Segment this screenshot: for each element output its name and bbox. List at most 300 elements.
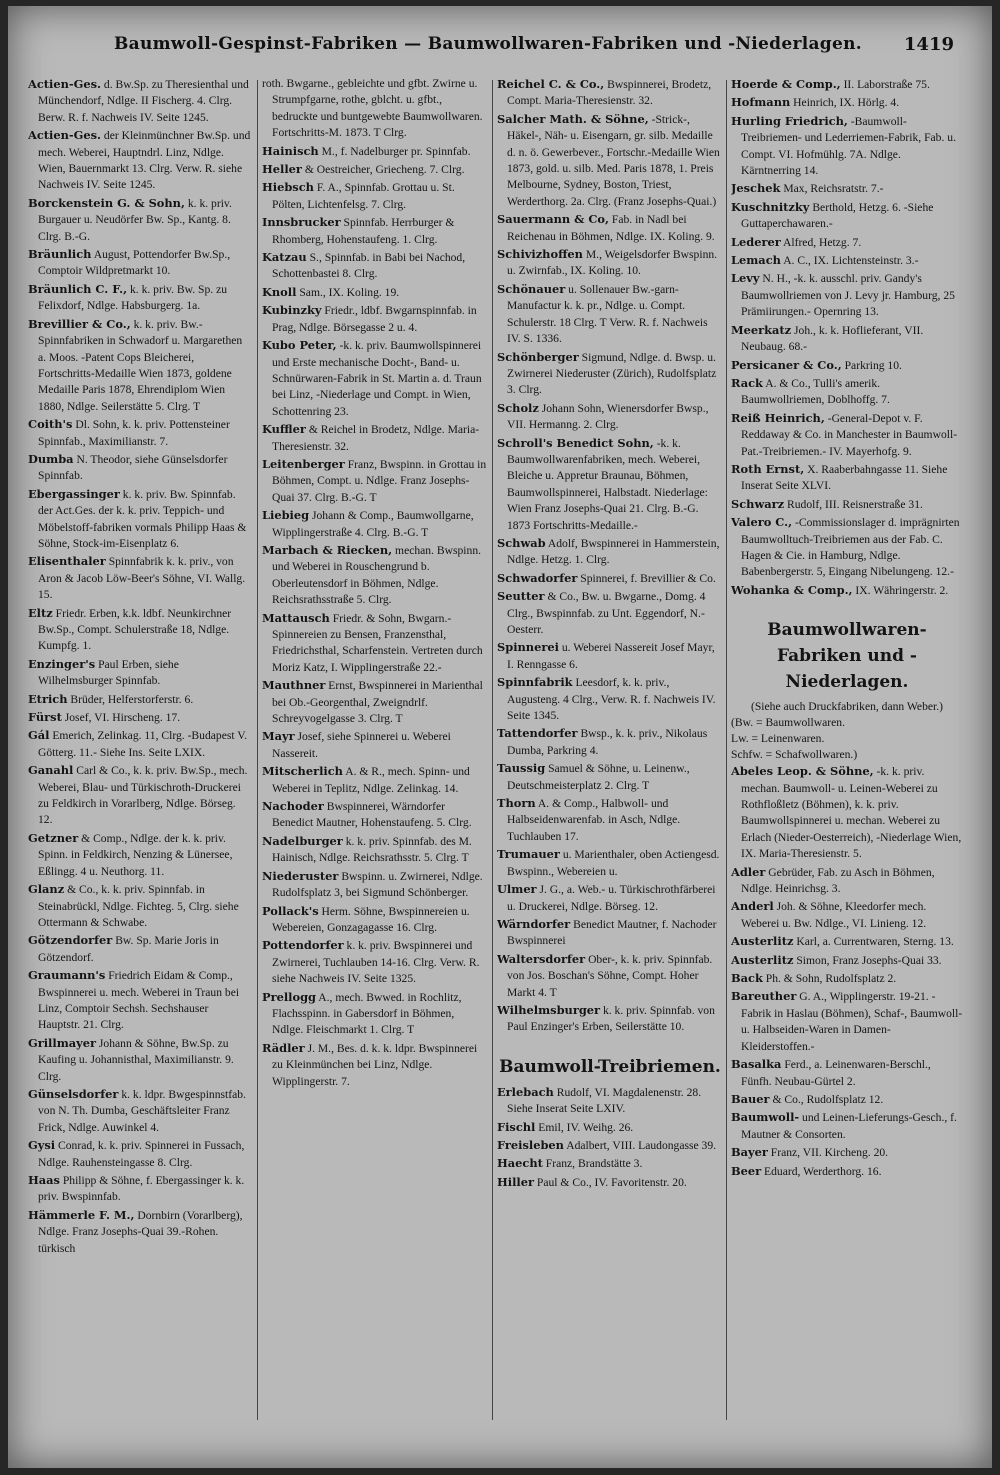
entry-text: Heinrich, IX. Hörlg. 4. — [793, 96, 900, 110]
entry-text: Friedr., ldbf. Bwgarnspinnfab. in Prag, Ndlge. Börsegasse 2 u. 4. — [272, 304, 477, 334]
directory-entry — [28, 316, 253, 415]
entry-name: Wilhelmsburger — [497, 1002, 601, 1017]
entry-text: Ober-, k. k. priv. Spinnfab. von Jos. Boschan's Söhne, Compt. Hoher Markt 4. T — [507, 952, 713, 999]
entry-name: Seutter — [497, 589, 545, 604]
entry-name: Mauthner — [262, 678, 326, 693]
section-heading: Baumwoll-Treibriemen. — [499, 1056, 721, 1077]
entry-text: Herm. Söhne, Bwspinnereien u. Webereien, Gonzagagasse 16. Clrg. — [272, 904, 470, 934]
entry-name: Beer — [731, 1163, 762, 1178]
directory-entry — [262, 833, 488, 867]
entry-text: Adolf, Bwspinnerei in Hammerstein, Ndlge. Hetzg. 1. Clrg. — [507, 536, 720, 567]
column-divider — [492, 80, 493, 1420]
directory-entry — [28, 416, 253, 450]
entry-text: Bwspinn. u. Zwirnerei, Ndlge. Rudolfsplatz 3, bei Sigmund Schönberger. — [272, 869, 483, 900]
entry-name: Heller — [262, 162, 302, 177]
entry-name: Leitenberger — [262, 456, 345, 471]
entry-name: Freisleben — [497, 1137, 564, 1152]
entry-text: Paul Erben, siehe Wilhelmsburger Spinnfab. — [38, 657, 179, 688]
entry-text: Paul & Co., IV. Favoritenstr. 20. — [536, 1175, 687, 1189]
directory-entry — [262, 507, 488, 541]
directory-entry — [262, 161, 488, 178]
entry-name: Hurling Friedrich, — [731, 113, 848, 128]
directory-entry — [731, 322, 963, 356]
directory-entry — [262, 610, 488, 677]
entry-name: Enzinger's — [28, 656, 96, 671]
entry-text: Leesdorf, k. k. priv., Augusteng. 4 Clrg., Verw. R. f. Nachweis IV. Seite 1345. — [507, 676, 716, 723]
directory-entry — [262, 677, 488, 727]
page-number: 1419 — [903, 34, 954, 55]
entry-text: k. k. priv. Bw.-Spinnfabriken in Schwadorf u. Margarethen a. Moos. -Patent Cops Bleicherei, Fortschritts-Medaille Wien 1873, goldene Medaille Paris 1878, Ehrendiplom Wien 1880, Ndlge. Seilerstätte 5. Clrg. T — [38, 317, 243, 413]
entry-name: Marbach & Riecken, — [262, 542, 393, 557]
entry-name: Eltz — [28, 605, 53, 620]
entry-name: Grillmayer — [28, 1035, 97, 1050]
entry-text: Johann & Comp., Baumwollgarne, Wipplingerstraße 4. Clrg. B.-G. T — [272, 509, 474, 539]
directory-entry — [497, 435, 723, 534]
directory-entry — [28, 76, 253, 126]
directory-entry — [731, 180, 963, 197]
directory-entry — [731, 988, 963, 1055]
entry-text: roth. Bwgarne., gebleichte und gfbt. Zwirne u. Strumpfgarne, rothe, gblcht. u. gfbt., bedruckte und buntgewebte Baumwollwaren. Fortschritts-M. 1873. T Clrg. — [262, 77, 483, 140]
entry-name: Sauermann & Co, — [497, 212, 609, 227]
entry-name: Schroll's Benedict Sohn, — [497, 435, 654, 450]
entry-name: Austerlitz — [731, 952, 794, 967]
directory-entry — [28, 656, 253, 690]
entry-text: Josef, siehe Spinnerei u. Weberei Nassereit. — [272, 730, 451, 760]
directory-entry — [731, 94, 963, 111]
entry-text: Friedr. & Sohn, Bwgarn.-Spinnereien zu Bensen, Franzensthal, Friedrichsthal, Scharfenstein. Vertreten durch Moriz Katz, I. Wipplingerstraße 22.- — [272, 611, 483, 674]
entry-text: der Kleinmünchner Bw.Sp. und mech. Weberei, Hauptndrl. Linz, Ndlge. Wien, Bauernmarkt 13. Clrg. Verw. R. siehe Nachweis IV. Seite 1245. — [38, 129, 251, 192]
entry-name: Schwadorfer — [497, 570, 578, 585]
entry-name: Mitscherlich — [262, 764, 343, 779]
directory-entry — [731, 933, 963, 950]
directory-entry — [731, 270, 963, 320]
directory-entry — [262, 1040, 488, 1090]
entry-text: A., mech. Bwwed. in Rochlitz, Flachsspinn. in Gabersdorf in Böhmen, Ndlge. Fleischmarkt 1. Clrg. T — [272, 990, 462, 1037]
directory-entry — [731, 1091, 963, 1108]
directory-entry — [497, 725, 723, 759]
entry-text: Johann & Söhne, Bw.Sp. zu Kaufing u. Johannisthal, Maximilianstr. 9. Clrg. — [38, 1036, 234, 1083]
entry-name: Ulmer — [497, 882, 537, 897]
entry-name: Back — [731, 971, 763, 986]
directory-entry — [262, 337, 488, 420]
column-1 — [28, 76, 253, 1456]
entry-text: Eduard, Werderthorg. 16. — [764, 1164, 882, 1178]
running-title: Baumwoll-Gespinst-Fabriken — Baumwollwaren-Fabriken und -Niederlagen. — [113, 34, 862, 54]
entry-name: Wärndorfer — [497, 916, 571, 931]
entry-name: Pottendorfer — [262, 938, 344, 953]
entry-text: Bwsp., k. k. priv., Nikolaus Dumba, Parkring 4. — [507, 727, 708, 757]
directory-entry — [497, 1084, 723, 1118]
entry-text: u. Weberei Nassereit Josef Mayr, I. Renngasse 6. — [507, 641, 715, 671]
entry-name: Basalka — [731, 1057, 782, 1072]
entry-text: Franz, VII. Kircheng. 20. — [770, 1146, 889, 1160]
entry-name: Gysi — [28, 1138, 56, 1153]
entry-name: Spinnerei — [497, 640, 559, 655]
entry-name: Bräunlich — [28, 247, 92, 262]
entry-text: Franz, Brandstätte 3. — [545, 1157, 643, 1171]
entry-name: Schivizhoffen — [497, 247, 583, 262]
entry-text: und Leinen-Lieferungs-Gesch., f. Mautner & Consorten. — [741, 1111, 957, 1141]
entry-name: Elisenthaler — [28, 554, 106, 569]
entry-name: Austerlitz — [731, 934, 794, 949]
entry-name: Reiß Heinrich, — [731, 410, 825, 425]
abbreviation-line: Schfw. = Schafwollwaren.) — [731, 748, 858, 762]
directory-entry — [731, 898, 963, 932]
entry-text: & Co., Bw. u. Bwgarne., Domg. 4 Clrg., Bwspinnfab. zu Unt. Eggendorf, N.-Oesterr. — [507, 590, 706, 636]
directory-entry — [731, 113, 963, 180]
entry-text: Samuel & Söhne, u. Leinenw., Deutschmeisterplatz 2. Clrg. T — [507, 762, 690, 792]
entry-name: Actien-Ges. — [28, 128, 101, 143]
entry-text: k. k. ldpr. Bwgespinnstfab. von N. Th. Dumba, Geschäftsleiter Franz Frick, Ndlge. Auwinkel 4. — [38, 1087, 246, 1134]
column-divider — [726, 80, 727, 1420]
entry-name: Adler — [731, 864, 766, 879]
directory-entry — [497, 281, 723, 348]
entry-name: Kuffler — [262, 422, 306, 437]
entry-text: Friedr. Erben, k.k. ldbf. Neunkirchner Bw.Sp., Compt. Schulerstraße 18, Ndlge. Kumpfg. 1. — [38, 606, 232, 653]
entry-text: Friedrich Eidam & Comp., Bwspinnerei u. mech. Weberei in Traun bei Linz, Comptoir Sechsh. Sechshauser Hauptstr. 21. Clrg. — [38, 969, 240, 1032]
entry-text: k. k. priv. Spinnfab. des M. Hainisch, Ndlge. Reichsrathsstr. 5. Clrg. T — [272, 834, 472, 865]
entry-text: u. Sollenauer Bw.-garn-Manufactur k. k. pr., Ndlge. u. Compt. Schulerstr. 18 Clrg. T Verw. R. f. Nachweis IV. S. 1336. — [507, 282, 708, 346]
directory-entry — [497, 674, 723, 724]
entry-text: Franz, Bwspinn. in Grottau in Böhmen, Compt. u. Ndlge. Franz Josephs-Quai 37. Clrg. B.-G. T — [272, 457, 487, 504]
entry-name: Etrich — [28, 691, 68, 706]
entry-name: Taussig — [497, 761, 546, 776]
directory-entry — [262, 249, 488, 283]
directory-entry — [28, 1172, 253, 1206]
entry-text: k. k. priv. Bw. Sp. zu Felixdorf, Ndlge. Habsburgerg. 1a. — [38, 282, 228, 313]
directory-entry — [28, 727, 253, 761]
entry-text: Conrad, k. k. priv. Spinnerei in Fussach, Ndlge. Rauhensteingasse 8. Clrg. — [38, 1139, 245, 1169]
entry-text: M., f. Nadelburger pr. Spinnfab. — [321, 144, 471, 158]
entry-text: Berthold, Hetzg. 6. -Siehe Guttaperchawaren.- — [741, 200, 934, 231]
directory-entry — [262, 903, 488, 937]
entry-name: Ebergassinger — [28, 486, 120, 501]
directory-entry — [262, 76, 488, 142]
column-divider — [257, 80, 258, 1420]
entry-text: F. A., Spinnfab. Grottau u. St. Pölten, Lichtenfelsg. 7. Clrg. — [272, 181, 455, 211]
entry-name: Hainisch — [262, 143, 319, 158]
entry-name: Schönberger — [497, 349, 579, 364]
entry-text: -k. k. priv. mechan. Baumwoll- u. Leinen-Weberei zu Rothfloßletz (Böhmen), k. k. priv. Baumwollspinnerei u. mechan. Weberei zu Erlach (Nieder-Oesterreich), -Niederlage Wien, IX. Maria-Theresienstr. 5. — [741, 765, 962, 861]
entry-text: k. k. priv. Bw. Spinnfab. der Act.Ges. der k. k. priv. Teppich- und Möbelstoff-fabriken vormals Philipp Haas & Söhne, Stock-im-Eisenplatz 6. — [38, 487, 247, 550]
directory-entry — [731, 763, 963, 862]
entry-text: N. H., -k. k. ausschl. priv. Gandy's Baumwollriemen von J. Levy jr. Hamburg, 25 Prämiirungen.- Opernring 13. — [741, 272, 955, 319]
directory-entry — [262, 763, 488, 797]
entry-name: Trumauer — [497, 847, 560, 862]
entry-name: Reichel C. & Co., — [497, 77, 605, 91]
entry-name: Rack — [731, 375, 763, 390]
entry-text: Sam., IX. Koling. 19. — [299, 285, 400, 299]
entry-name: Hoerde & Comp., — [731, 77, 841, 91]
directory-entry — [497, 211, 723, 245]
directory-entry — [28, 195, 253, 245]
entry-name: Erlebach — [497, 1084, 554, 1099]
entry-text: & Reichel in Brodetz, Ndlge. Maria-Theresienstr. 32. — [272, 423, 480, 453]
directory-entry — [497, 795, 723, 845]
directory-entry — [28, 1137, 253, 1171]
entry-name: Thorn — [497, 796, 536, 811]
directory-entry — [731, 864, 963, 898]
entry-text: IX. Währingerstr. 2. — [855, 583, 949, 597]
directory-entry — [497, 1174, 723, 1191]
entry-text: Fab. in Nadl bei Reichenau in Böhmen, Ndlge. IX. Koling. 9. — [507, 213, 715, 243]
entry-text: Philipp & Söhne, f. Ebergassinger k. k. priv. Bwspinnfab. — [38, 1174, 245, 1204]
directory-entry — [731, 252, 963, 269]
directory-entry — [497, 1155, 723, 1172]
entry-name: Hiller — [497, 1174, 534, 1189]
entry-text: A. & R., mech. Spinn- und Weberei in Teplitz, Ndlge. Zelinkag. 14. — [272, 765, 470, 795]
entry-text: Alfred, Hetzg. 7. — [782, 235, 862, 249]
directory-entry — [497, 535, 723, 569]
entry-text: Carl & Co., k. k. priv. Bw.Sp., mech. Weberei, Blau- und Türkischroth-Druckerei zu Feldkirch in Vorarlberg, Ndlge. Börseg. 12. — [38, 764, 248, 827]
directory-entry — [731, 582, 963, 599]
directory-entry — [731, 1144, 963, 1161]
entry-name: Waltersdorfer — [497, 951, 586, 966]
entry-text: Dornbirn (Vorarlberg), Ndlge. Franz Josephs-Quai 39.-Rohen. türkisch — [38, 1208, 243, 1255]
entry-text: Ferd., a. Leinenwaren-Berschl., Fünfh. Neubau-Gürtel 2. — [741, 1058, 931, 1088]
directory-entry — [28, 881, 253, 931]
entry-name: Kubinzky — [262, 303, 322, 318]
entry-text: Johann Sohn, Wienersdorfer Bwsp., VII. Hermanng. 2. Clrg. — [507, 401, 709, 432]
entry-text: -Commissionslager d. imprägnirten Baumwolltuch-Treibriemen aus der Fab. C. Hagen & Cie. in Hamburg, Ndlge. Babenbergerstr. 5, Eingang Nibelungeng. 12.- — [741, 516, 960, 579]
abbreviation-line: Lw. = Leinenwaren. — [731, 732, 825, 746]
entry-text: Benedict Mautner, f. Nachoder Bwspinnerei — [507, 917, 717, 948]
entry-text: Ernst, Bwspinnerei in Marienthal bei Ob.-Georgenthal, Zweigndrlf. Schreyvogelgasse 3. Clrg. T — [272, 679, 483, 726]
entry-name: Lemach — [731, 253, 781, 268]
entry-name: Götzendorfer — [28, 933, 113, 948]
directory-entry — [28, 127, 253, 194]
entry-name: Pollack's — [262, 903, 319, 918]
entry-text: A. & Co., Tulli's amerik. Baumwollriemen, Doblhoffg. 7. — [741, 376, 890, 407]
directory-entry — [262, 798, 488, 832]
entry-text: Rudolf, III. Reisnerstraße 31. — [787, 497, 923, 511]
entry-name: Roth Ernst, — [731, 461, 805, 476]
entry-text: Bwspinnerei, Wärndorfer Benedict Mautner, Hohenstaufeng. 5. Clrg. — [272, 800, 472, 830]
directory-entry — [497, 916, 723, 950]
entry-text: -Strick-, Häkel-, Näh- u. Eisengarn, gr. silb. Medaille d. n. ö. Gewerbever., Fortschr.-Medaille Wien 1873, gold. u. silb. Med. Paris 1878, 1. Preis Melbourne, Sydney, Boston, Triest, Werderthorg. 2a. Clrg. (Franz Josephs-Quai.) — [507, 112, 720, 208]
directory-entry — [497, 246, 723, 280]
entry-name: Nadelburger — [262, 833, 343, 848]
entry-text: Brüder, Helferstorferstr. 6. — [70, 692, 194, 706]
directory-entry — [262, 456, 488, 506]
directory-entry — [262, 868, 488, 902]
directory-entry — [28, 1086, 253, 1136]
directory-entry — [262, 989, 488, 1039]
entry-name: Niederuster — [262, 868, 339, 883]
entry-text: Dl. Sohn, k. k. priv. Pottensteiner Spinnfab., Maximilianstr. 7. — [38, 418, 230, 448]
directory-entry — [262, 728, 488, 762]
entry-text: & Comp., Ndlge. der k. k. priv. Spinn. in Feldkirch, Nenzing & Lünersee, Eßlingg. 4 u. Neuthorg. 11. — [38, 831, 233, 878]
directory-entry — [731, 375, 963, 409]
entry-name: Schönauer — [497, 281, 566, 296]
section-note: (Siehe auch Druckfabriken, dann Weber.) — [750, 700, 943, 714]
directory-entry — [497, 639, 723, 673]
column-3 — [497, 76, 723, 1456]
directory-entry — [28, 1207, 253, 1257]
directory-entry — [28, 281, 253, 315]
entry-text: J. M., Bes. d. k. k. ldpr. Bwspinnerei zu Kleinmünchen bei Linz, Ndlge. Wipplingerstr. 7. — [272, 1041, 478, 1088]
entry-name: Scholz — [497, 400, 539, 415]
directory-entry — [497, 881, 723, 915]
entry-text: Josef, VI. Hirscheng. 17. — [64, 711, 181, 725]
entry-text: M., Weigelsdorfer Bwspinn. u. Zwirnfab., IX. Koling. 10. — [507, 248, 718, 278]
entry-name: Hämmerle F. M., — [28, 1207, 135, 1222]
entry-name: Dumba — [28, 451, 74, 466]
directory-entry — [28, 553, 253, 603]
entry-text: A. C., IX. Lichtensteinstr. 3.- — [783, 254, 919, 268]
entry-text: -k. k. priv. Baumwollspinnerei und Erste mechanische Docht-, Band- u. Schnürwaren-Fabrik in St. Martin a. d. Traun bei Linz, -Niederlage und Compt. in Wien, Schottenring 23. — [272, 339, 482, 418]
entry-name: Bareuther — [731, 989, 797, 1004]
page-header — [8, 34, 992, 64]
entry-name: Salcher Math. & Söhne, — [497, 111, 649, 126]
directory-entry — [262, 302, 488, 336]
entry-text: Joh., k. k. Hoflieferant, VII. Neubaug. 68.- — [741, 323, 924, 354]
entry-name: Lederer — [731, 234, 781, 249]
entry-name: Actien-Ges. — [28, 77, 101, 91]
directory-entry — [731, 410, 963, 460]
entry-name: Schwab — [497, 535, 546, 550]
entry-text: Bw. Sp. Marie Joris in Götzendorf. — [38, 934, 219, 964]
directory-entry — [262, 421, 488, 455]
directory-entry — [731, 461, 963, 495]
entry-name: Prellogg — [262, 989, 316, 1004]
entry-text: J. G., a. Web.- u. Türkischrothfärberei u. Druckerei, Ndlge. Börseg. 12. — [507, 883, 716, 913]
entry-name: Kubo Peter, — [262, 338, 337, 353]
entry-text: -Baumwoll-Treibriemen- und Lederriemen-Fabrik, Fab. u. Compt. VI. Hofmühlg. 7A. Ndlge. Kärntnerring 14. — [741, 114, 956, 178]
entry-name: Anderl — [731, 899, 774, 914]
directory-entry — [731, 1163, 963, 1180]
directory-entry — [731, 234, 963, 251]
entry-name: Mattausch — [262, 610, 330, 625]
entry-text: II. Laborstraße 75. — [843, 78, 930, 91]
entry-text: Spinnfabrik k. k. priv., von Aron & Jacob Löw-Beer's Söhne, VI. Wallg. 15. — [38, 555, 246, 602]
entry-text: Simon, Franz Josephs-Quai 33. — [796, 953, 942, 967]
entry-name: Hiebsch — [262, 180, 314, 195]
entry-text: N. Theodor, siehe Günselsdorfer Spinnfab. — [38, 452, 228, 483]
entry-text: k. k. priv. Bwspinnerei und Zwirnerei, Tuchlauben 14-16. Clrg. Verw. R. siehe Nachweis IV. Seite 1325. — [272, 939, 480, 986]
directory-entry — [731, 199, 963, 233]
directory-entry — [262, 143, 488, 160]
entry-name: Ganahl — [28, 763, 74, 778]
entry-text: k. k. priv. Spinnfab. von Paul Enzinger's Erben, Seilerstätte 10. — [507, 1003, 715, 1034]
entry-name: Brevillier & Co., — [28, 316, 131, 331]
entry-text: Max, Reichsratstr. 7.- — [783, 182, 884, 196]
entry-text: Adalbert, VIII. Laudongasse 39. — [566, 1138, 717, 1152]
entry-text: Emerich, Zelinkag. 11, Clrg. -Budapest V. Götterg. 11.- Siehe Ins. Seite LXIX. — [38, 729, 248, 759]
entry-name: Bayer — [731, 1145, 768, 1160]
directory-entry — [28, 762, 253, 829]
entry-name: Schwarz — [731, 496, 785, 511]
entry-name: Levy — [731, 271, 760, 286]
directory-entry — [731, 1109, 963, 1143]
entry-text: Rudolf, VI. Magdalenenstr. 28. Siehe Inserat Seite LXIV. — [507, 1085, 702, 1116]
entry-name: Spinnfabrik — [497, 675, 573, 690]
directory-entry — [262, 214, 488, 248]
entry-name: Kuschnitzky — [731, 199, 810, 214]
entry-name: Baumwoll- — [731, 1110, 800, 1125]
directory-entry — [28, 451, 253, 485]
directory-entry — [731, 496, 963, 513]
directory-entry — [28, 967, 253, 1034]
directory-entry — [262, 179, 488, 213]
entry-text: Parkring 10. — [844, 358, 902, 372]
entry-text: S., Spinnfab. in Babi bei Nachod, Schottenbastei 8. Clrg. — [272, 251, 466, 281]
section-heading: Baumwollwaren-Fabriken und -Niederlagen. — [767, 620, 927, 693]
entry-name: Borckenstein G. & Sohn, — [28, 195, 185, 210]
entry-name: Haas — [28, 1173, 60, 1187]
entry-name: Jeschek — [731, 181, 781, 196]
directory-entry — [497, 1119, 723, 1136]
directory-page — [8, 6, 992, 1468]
entry-text: u. Marienthaler, oben Actiengesd. Bwspinn., Webereien u. — [507, 848, 720, 878]
entry-name: Meerkatz — [731, 322, 792, 337]
entry-name: Bräunlich C. F., — [28, 281, 128, 296]
abbreviation-line: (Bw. = Baumwollwaren. — [731, 716, 845, 730]
entry-text: mechan. Bwspinn. und Weberei in Rouschengrund b. Oberleutensdorf in Böhmen, Ndlge. Reichsrathsstraße 5. Clrg. — [272, 543, 482, 607]
entry-text: Gebrüder, Fab. zu Asch in Böhmen, Ndlge. Heinrichsg. 3. — [741, 865, 935, 896]
entry-text: Emil, IV. Weihg. 26. — [538, 1120, 634, 1134]
entry-text: & Oestreicher, Griecheng. 7. Clrg. — [304, 163, 465, 177]
directory-entry — [262, 284, 488, 301]
directory-entry — [28, 605, 253, 655]
directory-entry — [28, 709, 253, 726]
directory-entry — [497, 951, 723, 1001]
entry-text: Sigmund, Ndlge. d. Bwsp. u. Zwirnerei Niederuster (Zürich), Rudolfsplatz 3. Clrg. — [507, 350, 717, 397]
entry-text: A. & Comp., Halbwoll- und Halbseidenwarenfab. in Asch, Ndlge. Tuchlauben 17. — [507, 797, 681, 843]
directory-entry — [262, 937, 488, 987]
entry-text: Karl, a. Currentwaren, Sterng. 13. — [796, 935, 954, 949]
entry-name: Abeles Leop. & Söhne, — [731, 764, 874, 779]
entry-text: August, Pottendorfer Bw.Sp., Comptoir Wildpretmarkt 10. — [38, 248, 231, 278]
directory-entry — [731, 952, 963, 969]
directory-entry — [497, 570, 723, 587]
entry-text: -k. k. Baumwollwarenfabriken, mech. Weberei, Bleiche u. Appretur Braunau, Böhmen, Baumwollspinnerei, Halbstadt. Niederlage: Wien Franz Josephs-Quai 21. Clrg. B.-G. 1873 Fortschritts-Medaille.- — [507, 436, 708, 532]
entry-name: Haecht — [497, 1156, 543, 1171]
directory-entry — [28, 246, 253, 280]
entry-name: Mayr — [262, 729, 295, 744]
directory-entry — [497, 588, 723, 638]
directory-entry — [731, 514, 963, 581]
entry-text: Joh. & Söhne, Kleedorfer mech. Weberei u. Bw. Ndlge., VI. Linieng. 12. — [741, 900, 927, 930]
entry-name: Bauer — [731, 1091, 770, 1106]
directory-entry — [731, 76, 963, 93]
entry-text: G. A., Wipplingerstr. 19-21. -Fabrik in Haslau (Böhmen), Schaf-, Baumwoll- u. Halbseiden-Waren in Damen-Kleiderstoffen.- — [741, 990, 963, 1053]
directory-entry — [28, 1035, 253, 1085]
directory-entry — [28, 830, 253, 880]
entry-text: Ph. & Sohn, Rudolfsplatz 2. — [765, 972, 897, 986]
directory-entry — [731, 970, 963, 987]
directory-entry — [497, 76, 723, 110]
entry-name: Günselsdorfer — [28, 1086, 119, 1101]
entry-text: Spinnfab. Herrburger & Rhomberg, Hohenstaufeng. 1. Clrg. — [272, 216, 455, 246]
entry-name: Fischl — [497, 1119, 536, 1134]
entry-text: Bwspinnerei, Brodetz, Compt. Maria-Theresienstr. 32. — [507, 78, 712, 108]
entry-name: Getzner — [28, 830, 79, 845]
directory-entry — [497, 846, 723, 880]
entry-name: Nachoder — [262, 799, 324, 814]
entry-text: d. Bw.Sp. zu Theresienthal und Münchendorf, Ndlge. II Fischerg. 4. Clrg. Berw. R. f. Nachweis IV. Seite 1245. — [38, 78, 249, 124]
entry-text: & Co., k. k. priv. Spinnfab. in Steinabrückl, Ndlge. Fichteg. 5, Clrg. siehe Ottermann & Schwabe. — [38, 883, 239, 929]
directory-entry — [28, 691, 253, 708]
entry-name: Tattendorfer — [497, 726, 578, 741]
entry-text: k. k. priv. Burgauer u. Neudörfer Bw. Sp., Kantg. 8. Clrg. B.-G. — [38, 196, 232, 243]
entry-text: Spinnerei, f. Brevillier & Co. — [580, 571, 716, 585]
entry-text: -General-Depot v. F. Reddaway & Co. in Manchester in Baumwoll-Pat.-Treibriemen.- IV. Mayerhofg. 9. — [741, 411, 958, 458]
entry-name: Hofmann — [731, 95, 791, 110]
entry-name: Valero C., — [731, 515, 793, 530]
entry-text: X. Raaberbahngasse 11. Siehe Inserat Seite XLVI. — [741, 462, 948, 493]
column-2 — [262, 76, 488, 1456]
